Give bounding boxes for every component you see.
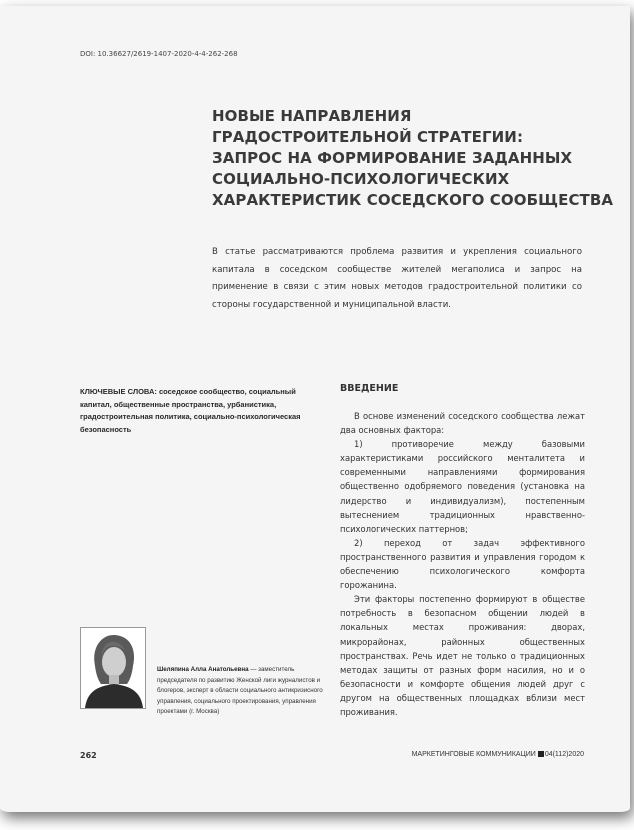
title-line: СОЦИАЛЬНО-ПСИХОЛОГИЧЕСКИХ	[212, 170, 510, 188]
body-paragraph: В основе изменений соседского сообщества лежат два основных фактора:	[340, 411, 585, 436]
title-line: ЗАПРОС НА ФОРМИРОВАНИЕ ЗАДАННЫХ	[212, 149, 573, 167]
title-line: ГРАДОСТРОИТЕЛЬНОЙ СТРАТЕГИИ:	[212, 128, 524, 146]
author-portrait-icon	[81, 628, 145, 708]
author-bio: — заместитель председателя по развитию Женской лиги журналистов и блогеров, эксперт в области социального антикризисного управления, социального проектирования, управления проектами (г. Москва)	[157, 666, 323, 716]
section-heading: ВВЕДЕНИЕ	[340, 383, 399, 394]
body-paragraph: Эти факторы постепенно формируют в обществе потребность в безопасном общении людей в локальных местах проживания: дворах, микрорайонах, районных общественных пространствах. Речь идет не только о традиционных методах защиты от разных форм насилия, но и о безопасности и комфорте общения людей друг с другом на общественных площадках вблизи мест проживания.	[340, 594, 585, 717]
body-paragraph: 2) переход от задач эффективного пространственного развития и управления городом к обеспечению психологического комфорта горожанина.	[340, 537, 585, 591]
author-name: Шеляпина Алла Анатольевна	[157, 666, 249, 673]
footer-journal	[412, 751, 584, 758]
square-bullet-icon	[538, 751, 544, 757]
body-text	[340, 409, 585, 719]
author-photo	[80, 627, 146, 709]
title-line: НОВЫЕ НАПРАВЛЕНИЯ	[212, 107, 412, 125]
page-number: 262	[80, 751, 97, 760]
article-title	[212, 106, 612, 211]
journal-issue: 04(112)2020	[544, 751, 584, 758]
title-line: ХАРАКТЕРИСТИК СОСЕДСКОГО СООБЩЕСТВА	[212, 191, 614, 209]
journal-name: МАРКЕТИНГОВЫЕ КОММУНИКАЦИИ	[411, 751, 536, 758]
body-paragraph: 1) противоречие между базовыми характеристиками российского менталитета и современными направлениями формирования общественно одобряемого поведения (установка на лидерство и индивидуализм), постепенным вытеснением традиционных нравственно-психологических паттернов;	[340, 439, 585, 534]
doi-label: DOI: 10.36627/2619-1407-2020-4-4-262-268	[80, 50, 238, 58]
author-info	[157, 665, 325, 718]
journal-page	[0, 6, 630, 812]
keywords: КЛЮЧЕВЫЕ СЛОВА: соседское сообщество, социальный капитал, общественные пространства, урбанистика, градостроительная политика, социально-психологическая безопасность	[80, 387, 301, 434]
abstract: В статье рассматриваются проблема развития и укрепления социального капитала в соседском сообществе жителей мегаполиса и запрос на применение в связи с этим новых методов градостроительной политики со стороны государственной и муниципальной власти.	[212, 247, 582, 310]
